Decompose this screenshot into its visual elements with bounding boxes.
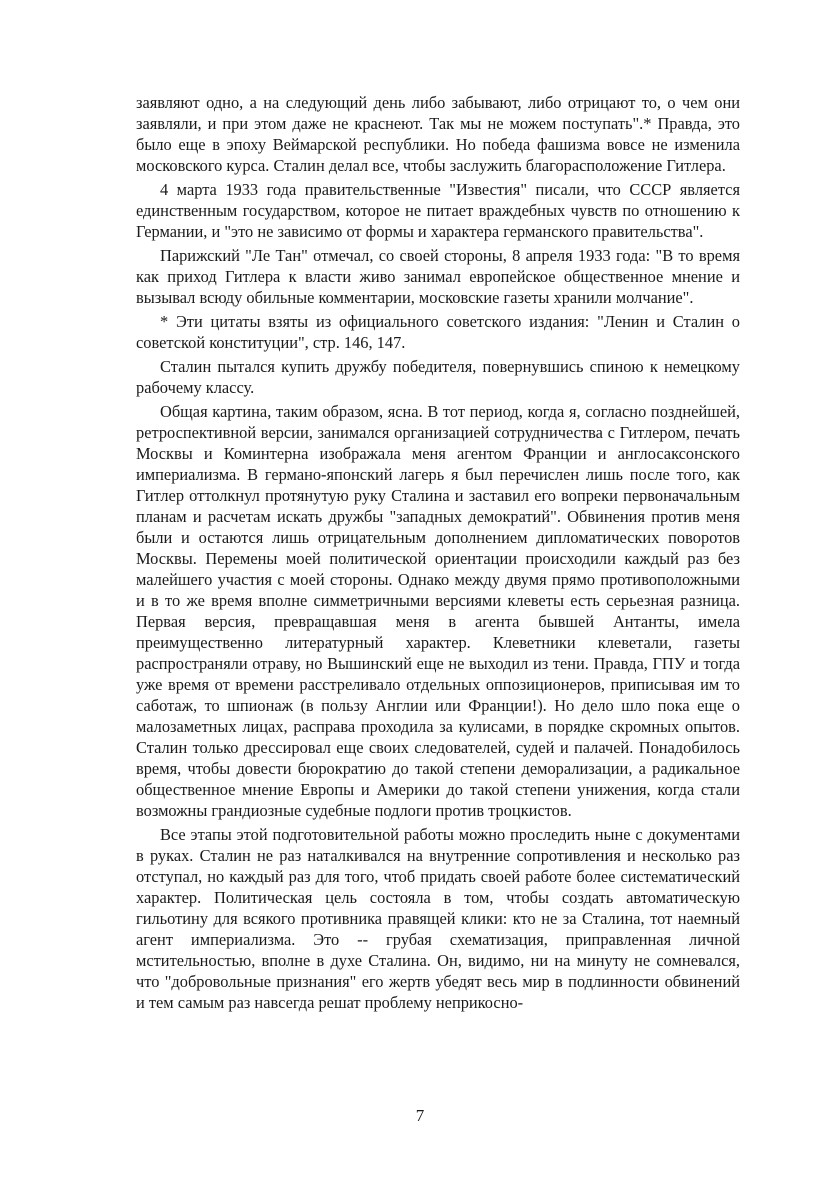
document-page	[136, 92, 740, 1016]
page-number: 7	[415, 1106, 425, 1125]
footnote: * Эти цитаты взяты из официального советского издания: "Ленин и Сталин о советской конституции", стр. 146, 147.	[136, 312, 740, 352]
paragraph-preparatory-work: Все этапы этой подготовительной работы можно проследить ныне с документами в руках. Сталин не раз наталкивался на внутренние сопротивления и несколько раз отступал, но каждый раз для того, чтоб придать своей работе более систематический характер. Политическая цель состояла в том, чтобы создать автоматическую гильотину для всякого противника правящей клики: кто не за Сталина, тот наемный агент империализма. Это -- грубая схематизация, приправленная личной мстительностью, вполне в духе Сталина. Он, видимо, ни на минуту не сомневался, что "добровольные признания" его жертв убедят весь мир в подлинности обвинений и тем самым раз навсегда решат проблему неприкосно-	[136, 825, 740, 1012]
paragraph-le-temps-quote: Парижский "Ле Тан" отмечал, со своей стороны, 8 апреля 1933 года: "В то время как приход Гитлера к власти живо занимал европейское общественное мнение и вызывал всюду обильные комментарии, московские газеты хранили молчание".	[136, 246, 740, 307]
paragraph-stalin-friendship: Сталин пытался купить дружбу победителя, повернувшись спиною к немецкому рабочему классу.	[136, 357, 740, 397]
paragraph-continuation: заявляют одно, а на следующий день либо забывают, либо отрицают то, о чем они заявляли, и при этом даже не краснеют. Так мы не можем поступать".* Правда, это было еще в эпоху Веймарской республики. Но победа фашизма вовсе не изменила московского курса. Сталин делал все, чтобы заслужить благорасположение Гитлера.	[136, 93, 740, 175]
paragraph-general-picture: Общая картина, таким образом, ясна. В тот период, когда я, согласно позднейшей, ретроспективной версии, занимался организацией сотрудничества с Гитлером, печать Москвы и Коминтерна изображала меня агентом Франции и англосаксонского империализма. В германо-японский лагерь я был перечислен лишь после того, как Гитлер оттолкнул протянутую руку Сталина и заставил его вопреки первоначальным планам и расчетам искать дружбы "западных демократий". Обвинения против меня были и остаются лишь отрицательным дополнением дипломатических поворотов Москвы. Перемены моей политической ориентации происходили каждый раз без малейшего участия с моей стороны. Однако между двумя прямо противоположными и в то же время вполне симметричными версиями клеветы есть серьезная разница. Первая версия, превращавшая меня в агента бывшей Антанты, имела преимущественно литературный характер. Клеветники клеветали, газеты распространяли отраву, но Вышинский еще не выходил из тени. Правда, ГПУ и тогда уже время от времени расстреливало отдельных оппозиционеров, приписывая им то саботаж, то шпионаж (в пользу Англии или Франции!). Но дело шло пока еще о малозаметных лицах, расправа проходила за кулисами, в порядке скромных опытов. Сталин только дрессировал еще своих следователей, судей и палачей. Понадобилось время, чтобы довести бюрократию до такой степени деморализации, а радикальное общественное мнение Европы и Америки до такой степени унижения, когда стали возможны грандиозные судебные подлоги против троцкистов.	[136, 402, 740, 820]
paragraph-izvestia-quote: 4 марта 1933 года правительственные "Известия" писали, что СССР является единственным государством, которое не питает враждебных чувств по отношению к Германии, и "это не зависимо от формы и характера германского правительства".	[136, 180, 740, 241]
